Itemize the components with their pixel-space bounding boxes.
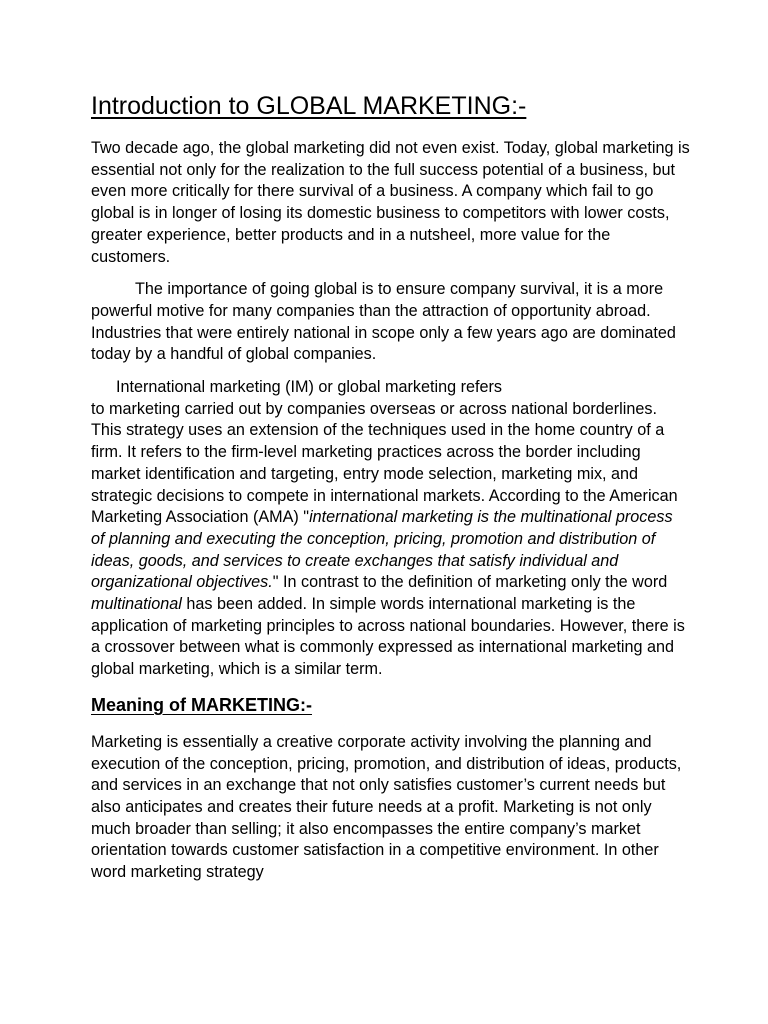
paragraph-text: has been added. In simple words international marketing is the application of marketing principles to across national boundaries. However, there is a crossover between what is commonly expressed as international marketing and global marketing, which is a similar term. <box>91 595 685 679</box>
meaning-paragraph: Marketing is essentially a creative corporate activity involving the planning and execution of the conception, pricing, promotion, and distribution of ideas, products, and services in an exchange that not only satisfies customer’s current needs but also anticipates and creates their future needs at a profit. Marketing is not only much broader than selling; it also encompasses the entire company’s market orientation towards customer satisfaction in a competitive environment. In other word marketing strategy <box>91 732 682 882</box>
page-title: Introduction to GLOBAL MARKETING:- <box>91 92 527 120</box>
paragraph-text: to marketing carried out by companies overseas or across national borderlines. This strategy uses an extension of the techniques used in the home country of a firm. It refers to the firm-level marketing practices across the border including market identification and targeting, entry mode selection, marketing mix, and strategic decisions to compete in international markets. According to the American Marketing Association (AMA) " <box>91 399 678 527</box>
international-marketing-paragraph <box>91 377 690 681</box>
paragraph-text: " In contrast to the definition of marketing only the word <box>272 573 668 592</box>
emphasized-word: multinational <box>91 595 182 614</box>
ama-definition-quote: international marketing is the multinational process of planning and executing the conception, pricing, promotion and distribution of ideas, goods, and services to create exchanges that satisfy individual and organizational objectives. <box>91 508 673 592</box>
section-heading-meaning: Meaning of MARKETING:- <box>91 694 312 715</box>
importance-paragraph: The importance of going global is to ensure company survival, it is a more powerful motive for many companies than the attraction of opportunity abroad. Industries that were entirely national in scope only a few years ago are dominated today by a handful of global companies. <box>91 280 676 364</box>
intro-paragraph: Two decade ago, the global marketing did not even exist. Today, global marketing is essential not only for the realization to the full success potential of a business, but even more critically for there survival of a business. A company which fail to go global is in longer of losing its domestic business to competitors with lower costs, greater experience, better products and in a nutsheel, more value for the customers. <box>91 139 690 266</box>
paragraph-first-line: International marketing (IM) or global marketing refers <box>116 378 502 397</box>
